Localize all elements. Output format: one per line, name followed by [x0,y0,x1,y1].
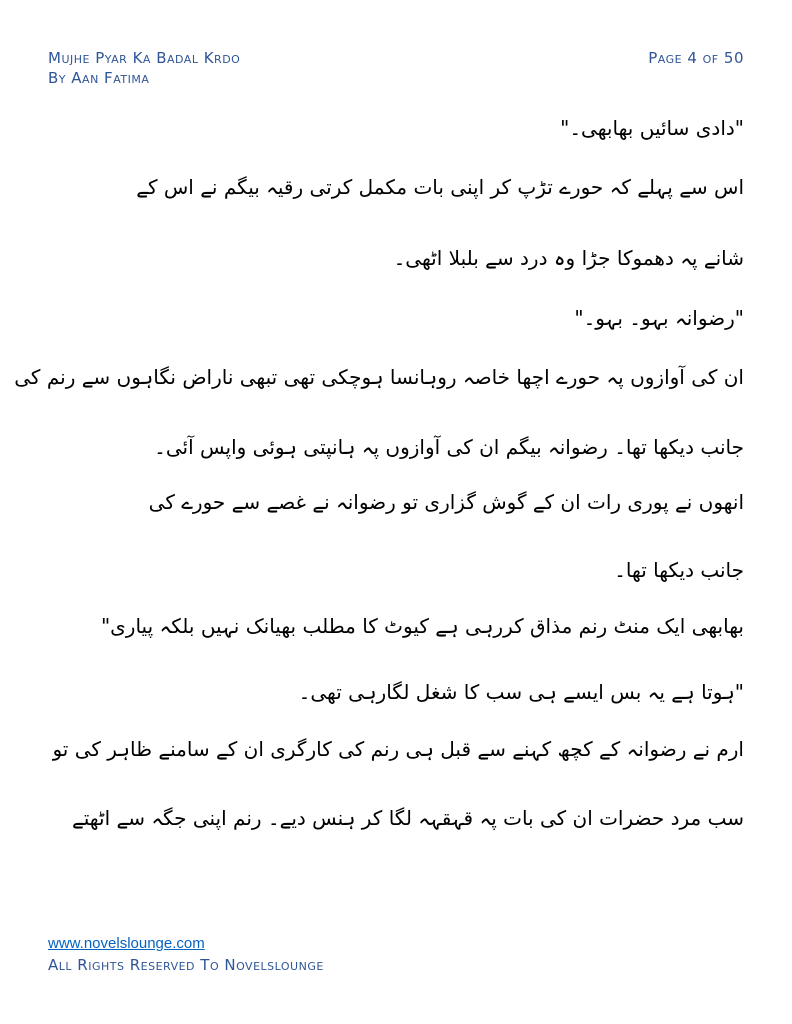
page-number: Page 4 of 50 [648,49,744,67]
text-line: جانب دیکھا تھا۔ رضوانہ بیگم ان کی آوازوں پہ ہانپتی ہوئی واپس آئی۔ [154,435,744,459]
text-line: جانب دیکھا تھا۔ [614,558,744,582]
text-line: انھوں نے پوری رات ان کے گوش گزاری تو رضوانہ نے غصے سے حورے کی [148,490,744,514]
text-line: سب مرد حضرات ان کی بات پہ قہقہہ لگا کر ہنس دیے۔ رنم اپنی جگہ سے اٹھتے [72,806,744,830]
page-header-left [48,48,240,88]
text-line: بھابھی ایک منٹ رنم مذاق کررہی ہے کیوٹ کا مطلب بھیانک نہیں بلکہ پیاری" [100,614,744,638]
author-line: By Aan Fatima [48,69,150,87]
page-header-right [648,48,744,68]
rights-notice: All Rights Reserved To Novelslounge [48,956,324,974]
text-line: "رضوانہ بہو۔ بہو۔" [574,306,744,330]
website-link[interactable]: www.novelslounge.com [48,935,205,952]
text-line: "ہوتا ہے یہ بس ایسے ہی سب کا شغل لگارہی تھی۔ [298,680,744,704]
novel-title: Mujhe Pyar Ka Badal Krdo [48,49,241,67]
text-line: شانے پہ دھموکا جڑا وہ درد سے بلبلا اٹھی۔ [393,246,744,270]
text-line: اس سے پہلے کہ حورے تڑپ کر اپنی بات مکمل کرتی رقیہ بیگم نے اس کے [136,175,744,199]
text-line: ان کی آوازوں پہ حورے اچھا خاصہ روہانسا ہوچکی تھی تبھی ناراض نگاہوں سے رنم کی [14,365,744,389]
page-footer [48,934,324,976]
text-line: ارم نے رضوانہ کے کچھ کہنے سے قبل ہی رنم کی کارگری ان کے سامنے ظاہر کی تو [52,737,744,761]
text-line: "دادی سائیں بھابھی۔" [560,116,744,140]
